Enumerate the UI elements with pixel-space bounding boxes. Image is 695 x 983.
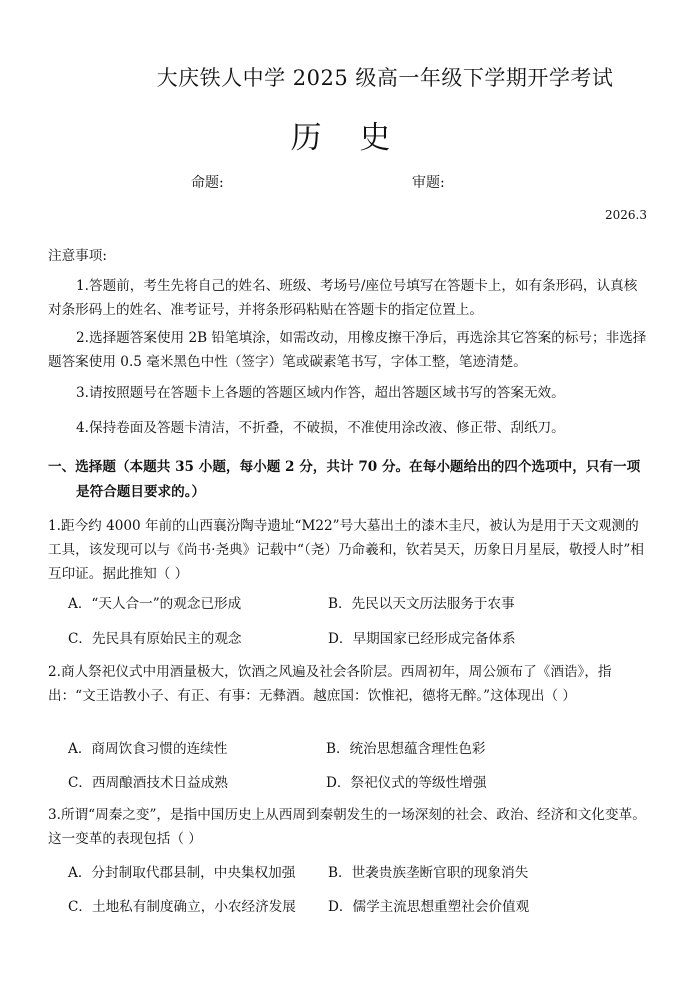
notes-heading: 注意事项: xyxy=(48,248,107,264)
option-c: C．西周酿酒技术日益成熟 xyxy=(68,775,228,791)
option-b: B．统治思想蕴含理性色彩 xyxy=(326,741,486,757)
question-stem: 1.距今约 4000 年前的山西襄汾陶寺遗址“M22”号大墓出土的漆木圭尺，被认为是用于天文观测的工具，该发现可以与《尚书·尧典》记载中“（尧）乃命羲和，钦若昊天，历象日月星辰，敬授人时”相互印证。据此推知（ ） xyxy=(48,518,644,582)
option-b: B．世袭贵族垄断官职的现象消失 xyxy=(328,865,529,881)
note-item: 3.请按照题号在答题卡上各题的答题区域内作答，超出答题区域书写的答案无效。 xyxy=(76,385,565,401)
option-d: D．儒学主流思想重塑社会价值观 xyxy=(328,899,530,915)
note-item: 1.答题前，考生先将自己的姓名、班级、考场号/座位号填写在答题卡上，如有条形码，认真核对条形码上的姓名、准考证号，并将条形码粘贴在答题卡的指定位置上。 xyxy=(48,278,638,318)
exam-title: 大庆铁人中学 2025 级高一年级下学期开学考试 xyxy=(156,66,614,90)
option-a: A．分封制取代郡县制，中央集权加强 xyxy=(68,865,296,881)
option-c: C．先民具有原始民主的观念 xyxy=(68,631,242,647)
option-c: C．土地私有制度确立，小农经济发展 xyxy=(68,899,296,915)
reviewer-label: 审题: xyxy=(412,175,445,191)
exam-date: 2026.3 xyxy=(605,208,647,222)
question-stem: 3.所谓“周秦之变”，是指中国历史上从西周到秦朝发生的一场深刻的社会、政治、经济和文化变革。这一变革的表现包括（ ） xyxy=(48,807,646,847)
subject-title: 历 史 xyxy=(290,120,405,156)
note-item: 4.保持卷面及答题卡清洁，不折叠，不破损，不准使用涂改液、修正带、刮纸刀。 xyxy=(76,420,565,436)
section-heading: 一、选择题（本题共 35 小题，每小题 2 分，共计 70 分。在每小题给出的四个选项中，只有一项 xyxy=(48,459,641,475)
option-d: D．早期国家已经形成完备体系 xyxy=(328,631,516,647)
author-label: 命题: xyxy=(191,175,224,191)
option-b: B．先民以天文历法服务于农事 xyxy=(328,596,515,612)
option-a: A．“天人合一”的观念已形成 xyxy=(68,596,242,612)
note-item: 2.选择题答案使用 2B 铅笔填涂，如需改动，用橡皮擦干净后，再选涂其它答案的标号；非选择题答案使用 0.5 毫米黑色中性（签字）笔或碳素笔书写，字体工整，笔迹清楚。 xyxy=(48,330,647,370)
question-stem: 2.商人祭祀仪式中用酒量极大，饮酒之风遍及社会各阶层。西周初年，周公颁布了《酒诰》，指出：“文王诰教小子、有正、有事：无彝酒。越庶国：饮惟祀，德将无醉。”这体现出（ ） xyxy=(48,664,612,704)
option-d: D．祭祀仪式的等级性增强 xyxy=(326,775,487,791)
option-a: A．商周饮食习惯的连续性 xyxy=(68,741,228,757)
section-heading-cont: 是符合题目要求的。） xyxy=(76,484,206,500)
